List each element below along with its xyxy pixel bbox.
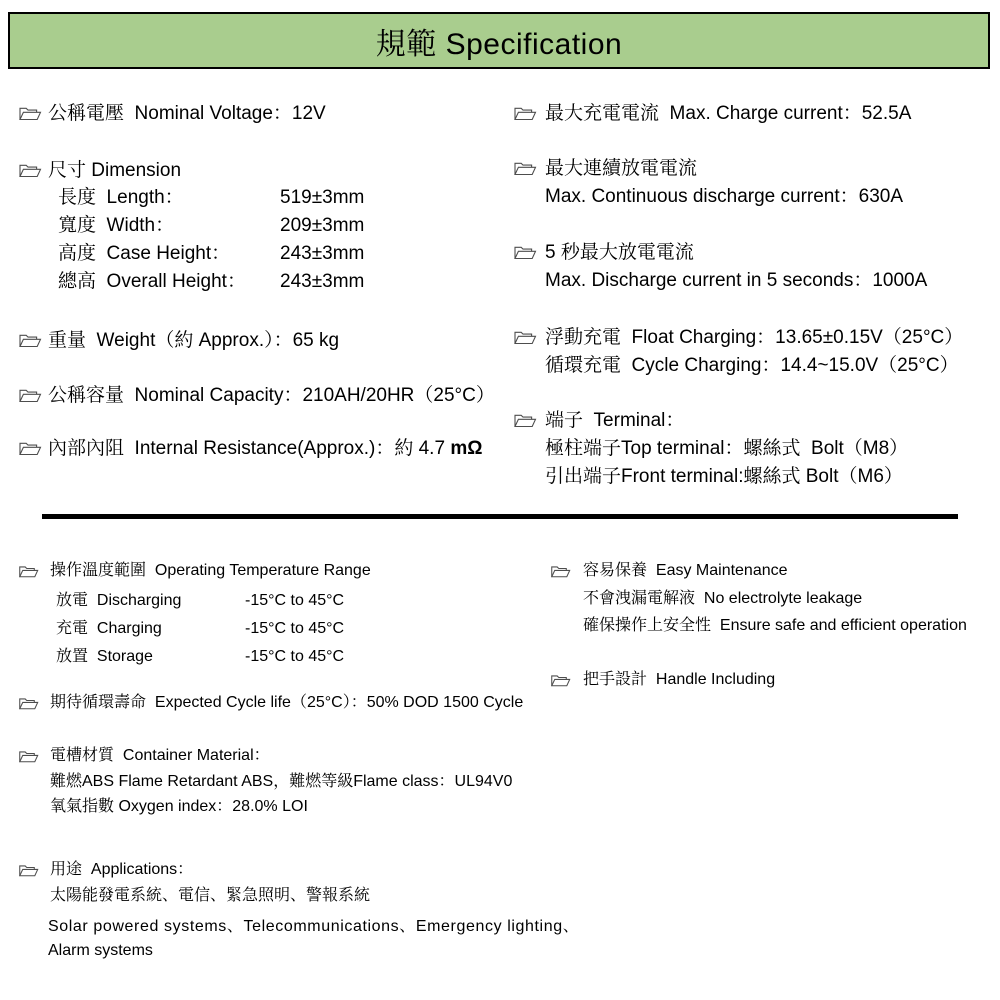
spec-maintenance-line1: 不會洩漏電解液 No electrolyte leakage — [583, 590, 863, 607]
temp-row-label: 放電 Discharging — [56, 592, 182, 609]
spec-temp-title: 操作溫度範圍 Operating Temperature Range — [50, 562, 371, 579]
spec-max-discharge-5s-en: Max. Discharge current in 5 seconds：1000A — [545, 270, 928, 291]
spec-container-line1: 難燃ABS Flame Retardant ABS，難燃等級Flame class：UL94V0 — [50, 773, 513, 790]
spec-applications-en2: Alarm systems — [48, 942, 153, 959]
open-folder-icon — [513, 105, 537, 122]
spec-nominal-capacity: 公稱容量 Nominal Capacity：210AH/20HR（25°C） — [48, 385, 495, 406]
spec-terminal-top: 極柱端子Top terminal：螺絲式 Bolt（M8） — [545, 438, 909, 459]
header — [8, 12, 990, 69]
open-folder-icon — [513, 160, 537, 177]
spec-applications-en1: Solar powered systems、Telecommunications、Emergency lighting、 — [48, 918, 580, 935]
spec-nominal-voltage: 公稱電壓 Nominal Voltage：12V — [48, 103, 326, 124]
open-folder-icon — [18, 162, 42, 179]
dimension-row-label: 高度 Case Height： — [58, 243, 231, 264]
temp-row-label: 充電 Charging — [56, 620, 162, 637]
section-divider — [42, 514, 958, 519]
open-folder-icon — [18, 105, 42, 122]
spec-container-line2: 氧氣指數 Oxygen index：28.0% LOI — [50, 798, 308, 815]
open-folder-icon — [18, 440, 42, 457]
temp-row-label: 放置 Storage — [56, 648, 153, 665]
spec-maintenance-title: 容易保養 Easy Maintenance — [583, 562, 788, 579]
open-folder-icon — [18, 863, 39, 878]
spec-float-charging: 浮動充電 Float Charging：13.65±0.15V（25°C） — [545, 327, 964, 348]
dimension-row-label: 寬度 Width： — [58, 215, 175, 236]
dimension-row-value: 209±3mm — [280, 215, 365, 236]
open-folder-icon — [513, 329, 537, 346]
spec-weight: 重量 Weight（約 Approx.）：65 kg — [48, 330, 340, 351]
internal-resistance-unit: mΩ — [450, 438, 483, 459]
spec-terminal-title: 端子 Terminal： — [545, 410, 685, 431]
page-title: 規範 Specification — [375, 27, 623, 61]
open-folder-icon — [550, 673, 571, 688]
dimension-row-label: 總高 Overall Height： — [58, 271, 246, 292]
spec-terminal-front: 引出端子Front terminal:螺絲式 Bolt（M6） — [545, 466, 903, 487]
spec-maintenance-line2: 確保操作上安全性 Ensure safe and efficient operation — [583, 617, 967, 634]
open-folder-icon — [18, 696, 39, 711]
spec-dimension-title: 尺寸 Dimension — [48, 160, 182, 181]
temp-row-value: -15°C to 45°C — [245, 648, 345, 665]
spec-container-title: 電槽材質 Container Material： — [50, 747, 270, 764]
dimension-row-value: 519±3mm — [280, 187, 365, 208]
temp-row-value: -15°C to 45°C — [245, 620, 345, 637]
open-folder-icon — [18, 749, 39, 764]
spec-applications-zh: 太陽能發電系統、電信、緊急照明、警報系統 — [50, 887, 371, 904]
open-folder-icon — [18, 564, 39, 579]
dimension-row-value: 243±3mm — [280, 243, 365, 264]
open-folder-icon — [18, 332, 42, 349]
open-folder-icon — [550, 564, 571, 579]
dimension-row-label: 長度 Length： — [58, 187, 184, 208]
open-folder-icon — [18, 387, 42, 404]
spec-handle: 把手設計 Handle Including — [583, 671, 776, 688]
internal-resistance-text: 內部內阻 Internal Resistance(Approx.)：約 4.7 — [48, 438, 451, 459]
spec-max-cont-discharge-zh: 最大連續放電電流 — [545, 158, 698, 179]
open-folder-icon — [513, 412, 537, 429]
spec-max-cont-discharge-en: Max. Continuous discharge current：630A — [545, 186, 904, 207]
spec-cycle-life: 期待循環壽命 Expected Cycle life（25°C）：50% DOD 1500 Cycle — [50, 694, 524, 711]
dimension-row-value: 243±3mm — [280, 271, 365, 292]
spec-max-discharge-5s-zh: 5 秒最大放電電流 — [545, 242, 694, 263]
spec-cycle-charging: 循環充電 Cycle Charging：14.4~15.0V（25°C） — [545, 355, 959, 376]
open-folder-icon — [513, 244, 537, 261]
spec-max-charge-current: 最大充電電流 Max. Charge current：52.5A — [545, 103, 912, 124]
temp-row-value: -15°C to 45°C — [245, 592, 345, 609]
spec-internal-resistance — [48, 438, 482, 460]
spec-applications-title: 用途 Applications： — [50, 861, 194, 878]
